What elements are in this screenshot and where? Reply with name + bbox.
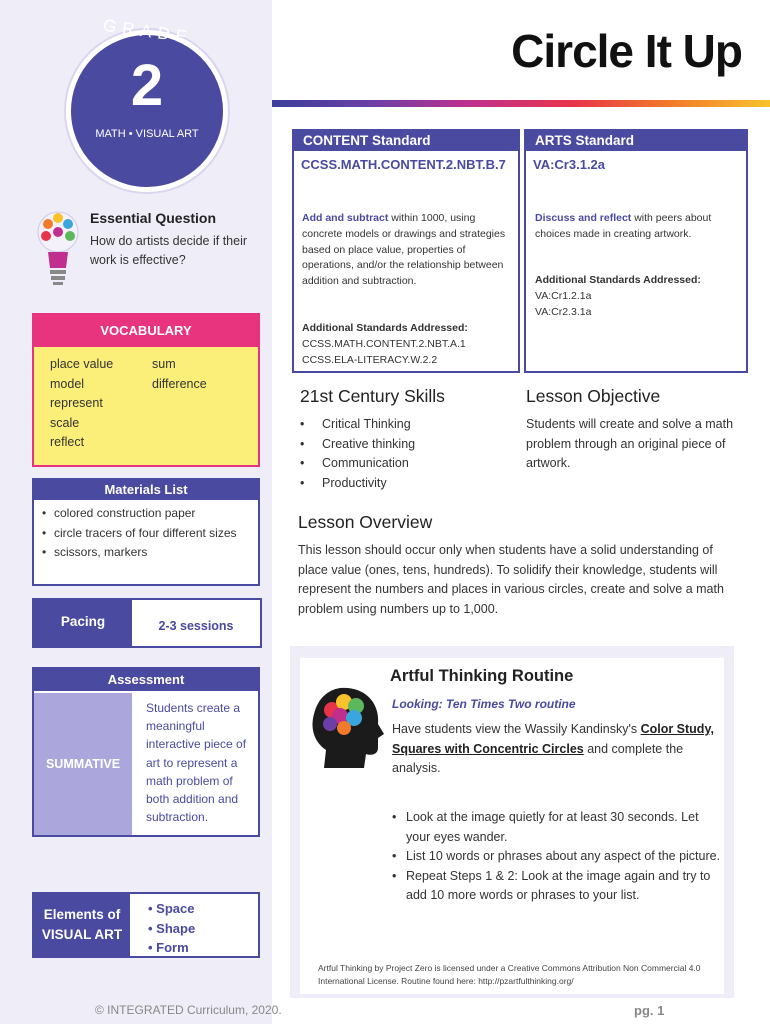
list-item: • circle tracers of four different sizes (54, 524, 258, 544)
arts-standard-box (524, 129, 748, 373)
vocabulary-box (32, 313, 260, 467)
materials-box (32, 478, 260, 586)
list-item: • Productivity (322, 474, 510, 494)
pacing-value: 2-3 sessions (158, 619, 234, 633)
arts-standard-heading: ARTS Standard (526, 131, 746, 151)
objective-text: Students will create and solve a math problem through an original piece of artwork. (526, 417, 734, 470)
materials-heading: Materials List (34, 480, 258, 500)
artwork-link[interactable]: Color Study, Squares with Concentric Circles (392, 722, 714, 756)
subject-label: MATH • VISUAL ART (95, 128, 199, 140)
essential-question-title: Essential Question (90, 210, 217, 226)
materials-list (34, 504, 258, 563)
list-item: • Look at the image quietly for at least 30 seconds. Let your eyes wander. (406, 808, 722, 847)
content-standard-box (292, 129, 520, 373)
content-standard-highlight: Add and subtract (302, 212, 389, 224)
arts-standard-text: Discuss and reflect with peers about choices made in creating artwork. (535, 212, 712, 240)
content-standard-text: Add and subtract within 1000, using concrete models or drawings and strategies based on place value, properties of operations, and/or the relationship between addition and subtraction. (302, 212, 506, 288)
page-number: pg. 1 (634, 1003, 665, 1018)
page-title: Circle It Up (511, 25, 742, 77)
list-item: • Creative thinking (322, 435, 510, 455)
vocab-word: model (50, 376, 85, 391)
list-item: • Space (148, 901, 195, 916)
assessment-text: Students create a meaningful interactive piece of art to represent a math problem of both addition and subtraction. (146, 701, 247, 825)
list-item: • Form (148, 940, 189, 955)
assessment-heading: Assessment (34, 669, 258, 691)
overview-heading: Lesson Overview (298, 512, 433, 532)
vocabulary-col-2 (152, 355, 207, 394)
vocab-word: sum (152, 357, 176, 371)
skills-section (300, 386, 510, 493)
artful-description: Have students view the Wassily Kandinsky's Color Study, Squares with Concentric Circles and complete the analysis. (392, 722, 714, 775)
vocab-word: scale (50, 415, 80, 430)
rainbow-divider (272, 100, 770, 107)
essential-question-text: How do artists decide if their work is effective? (90, 234, 248, 267)
skills-heading: 21st Century Skills (300, 386, 445, 406)
brain-head-icon (310, 684, 384, 768)
vocab-word: reflect (50, 435, 85, 449)
list-item: • Repeat Steps 1 & 2: Look at the image again and try to add 10 more words or phrases to your list. (406, 867, 722, 906)
artful-subtitle: Looking: Ten Times Two routine (392, 697, 576, 711)
assessment-box (32, 667, 260, 837)
grade-number: 2 (130, 53, 164, 118)
content-standard-additional: Additional Standards Addressed: CCSS.MATH.CONTENT.2.NBT.A.1 CCSS.ELA-LITERACY.W.2.2 (302, 322, 468, 366)
objective-section (526, 386, 744, 474)
pacing-box (32, 598, 262, 648)
content-standard-heading: CONTENT Standard (294, 131, 518, 151)
elements-label: Elements of VISUAL ART (34, 894, 130, 956)
overview-section (298, 512, 744, 619)
elements-list (148, 899, 195, 958)
pacing-label: Pacing (34, 600, 132, 646)
license-note: Artful Thinking by Project Zero is licensed under a Creative Commons Attribution Non Commercial 4.0 International License. Routine found here: http://pzartfulthinking.org/ (318, 963, 701, 986)
objective-heading: Lesson Objective (526, 386, 661, 406)
vocab-word: difference (152, 376, 207, 391)
overview-text: This lesson should occur only when students have a solid understanding of place value (ones, tens, hundreds). To solidify their knowledge, students will represent the numbers and places in various circles, create and solve a math problem using numbers up to 1,000. (298, 543, 724, 616)
artful-title: Artful Thinking Routine (390, 667, 574, 685)
artful-steps (392, 808, 722, 906)
assessment-type: SUMMATIVE (34, 693, 132, 835)
list-item: • List 10 words or phrases about any aspect of the picture. (406, 847, 722, 867)
elements-box (32, 892, 260, 958)
arts-standard-highlight: Discuss and reflect (535, 212, 632, 224)
skills-list (300, 415, 510, 493)
arts-standard-additional: Additional Standards Addressed: VA:Cr1.2.1a VA:Cr2.3.1a (535, 274, 701, 318)
list-item: • Communication (322, 454, 510, 474)
vocabulary-col-1 (50, 355, 113, 453)
lightbulb-icon (36, 210, 80, 286)
list-item: • Critical Thinking (322, 415, 510, 435)
list-item: • scissors, markers (54, 543, 258, 563)
vocab-word: place value (50, 357, 114, 371)
list-item: • Shape (148, 920, 196, 936)
list-item: • colored construction paper (54, 504, 258, 524)
grade-word: GRADE (101, 15, 195, 48)
copyright: © INTEGRATED Curriculum, 2020. (95, 1003, 282, 1017)
vocabulary-heading: VOCABULARY (34, 315, 258, 347)
vocab-word: represent (50, 396, 103, 410)
content-standard-code: CCSS.MATH.CONTENT.2.NBT.B.7 (301, 157, 506, 172)
arts-standard-code: VA:Cr3.1.2a (533, 157, 606, 172)
